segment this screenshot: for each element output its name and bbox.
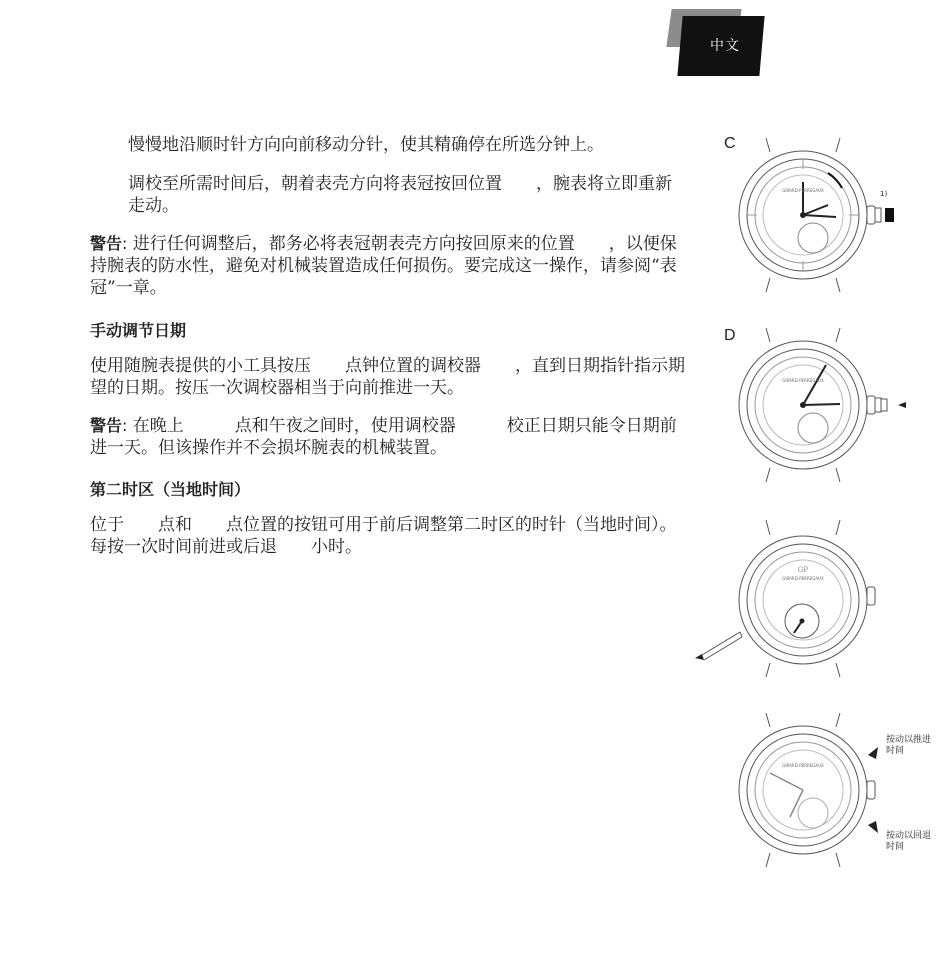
- note-push-forward: 按动以推进 时间: [886, 735, 932, 756]
- paragraph-move-minute-hand: 慢慢地沿顺时针方向向前移动分针，使其精确停在所选分钟上。: [128, 135, 604, 155]
- note-push-back: 按动以回退 时间: [886, 831, 932, 852]
- dial-brand-text: GIRARD-PERREGAUX: [782, 576, 824, 581]
- language-tab-label: 中文: [710, 38, 740, 54]
- warning-colon: :: [122, 234, 128, 253]
- warning-text: 在晚上 点和午夜之间时，使用调校器 校正日期只能令日期前进一天。但该操作并不会损坏腕表的机械装置。: [90, 416, 677, 458]
- paragraph-push-crown-back: 调校至所需时间后，朝着表壳方向将表冠按回位置 ，腕表将立即重新走动。: [128, 174, 672, 216]
- dial-brand-text: GIRARD-PERREGAUX: [782, 378, 824, 383]
- crown-position-mark: 1): [880, 190, 888, 198]
- figure-label-c: C: [724, 135, 736, 152]
- watch-figure-c: [730, 130, 905, 300]
- dial-brand-text: GIRARD-PERREGAUX: [782, 188, 824, 193]
- figure-label-d: D: [724, 327, 736, 344]
- heading-manual-date: 手动调节日期: [90, 321, 187, 340]
- watch-figure-f: [730, 705, 880, 875]
- watch-figure-e: [690, 515, 890, 685]
- paragraph-date-adjust: 使用随腕表提供的小工具按压 点钟位置的调校器 ，直到日期指针指示期望的日期。按压一次调校器相当于向前推进一天。: [90, 356, 685, 398]
- watch-figure-d: [730, 320, 910, 490]
- dial-logo-text: GP: [797, 566, 809, 574]
- warning-label: 警告: [90, 234, 123, 253]
- warning-date-night: [90, 415, 690, 459]
- warning-colon: :: [122, 416, 128, 435]
- paragraph-second-timezone: 位于 点和 点位置的按钮可用于前后调整第二时区的时针（当地时间）。每按一次时间前进或后退 小时。: [90, 515, 677, 557]
- warning-crown-position: [90, 233, 690, 299]
- heading-second-timezone: 第二时区（当地时间）: [90, 480, 251, 499]
- warning-label: 警告: [90, 416, 123, 435]
- dial-brand-text: GIRARD-PERREGAUX: [782, 763, 824, 768]
- warning-text: 进行任何调整后，都务必将表冠朝表壳方向按回原来的位置 ，以便保持腕表的防水性，避免对机械装置造成任何损伤。要完成这一操作，请参阅“表冠”一章。: [90, 234, 677, 298]
